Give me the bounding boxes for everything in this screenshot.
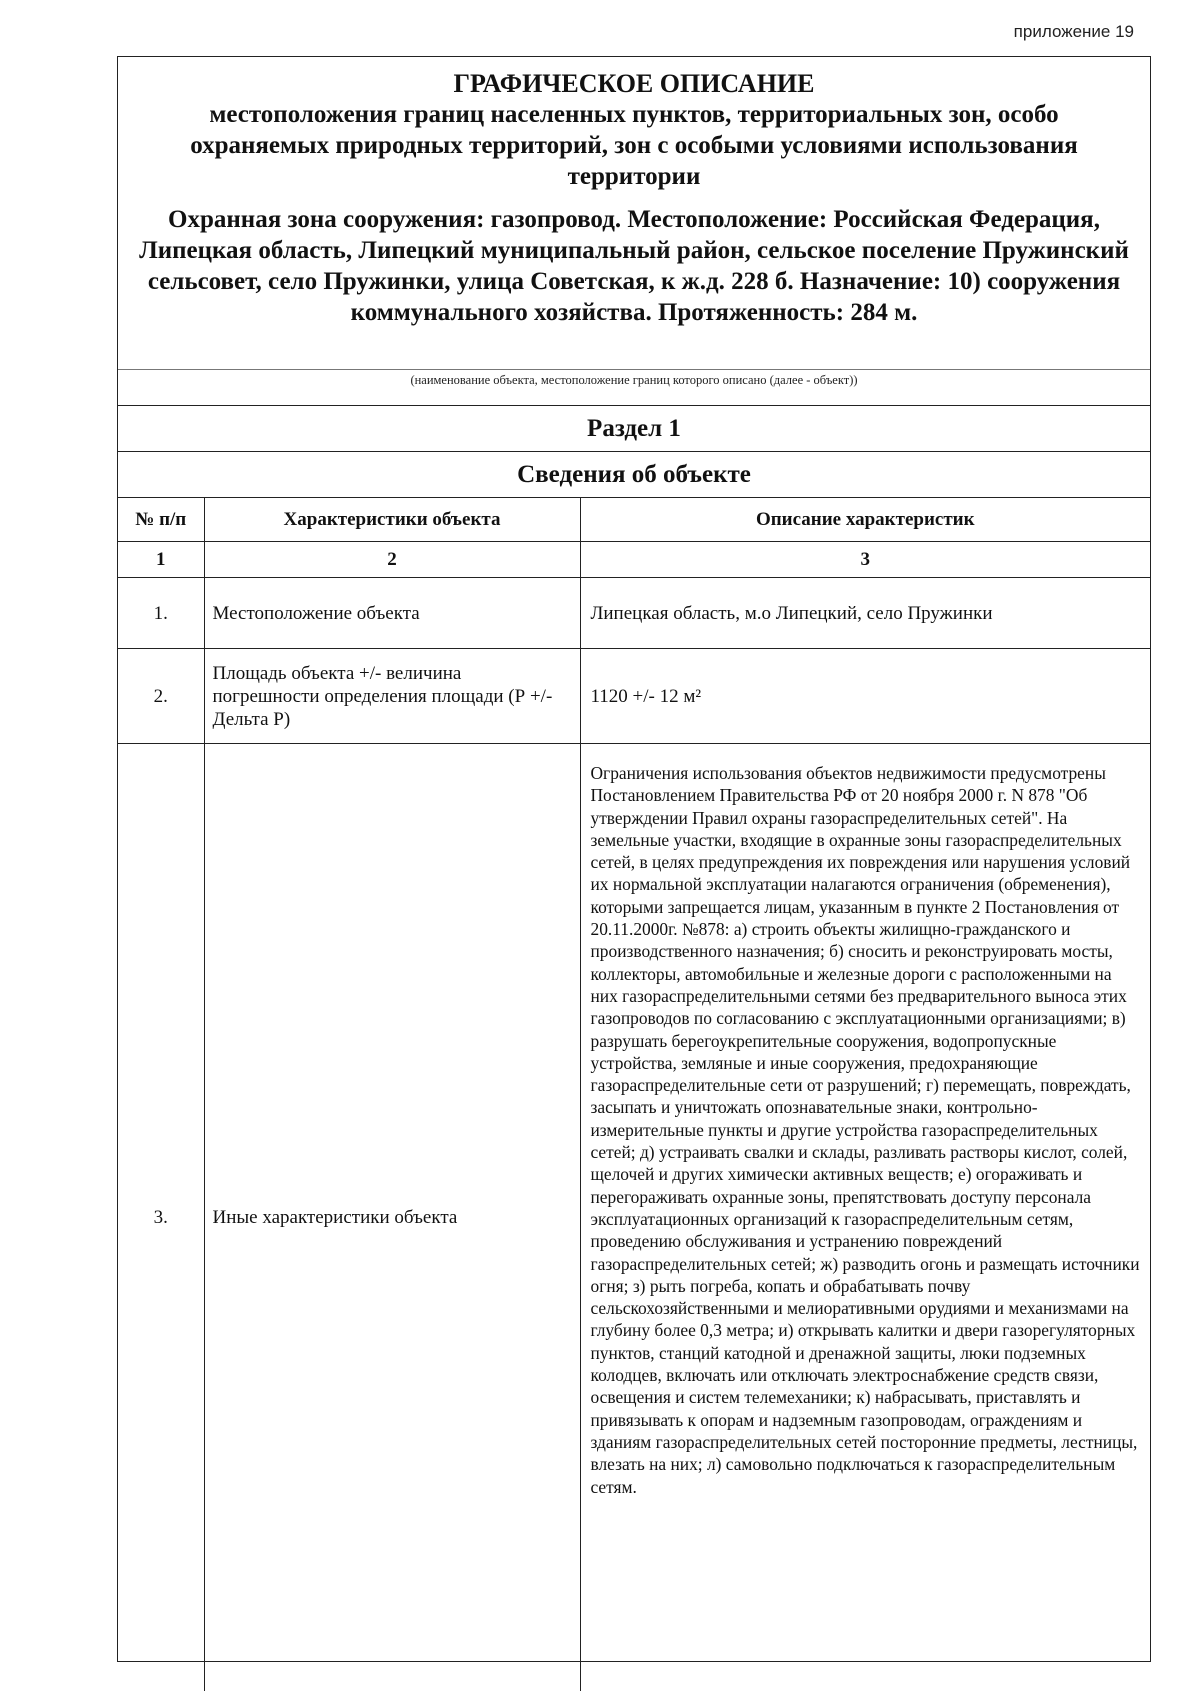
appendix-label: приложение 19 (1013, 22, 1134, 41)
section-subtitle: Сведения об объекте (118, 451, 1150, 497)
document-frame (117, 56, 1151, 1662)
table-row (118, 578, 1150, 649)
object-name-underline (118, 369, 1150, 370)
header-cell-characteristic: Характеристики объекта (204, 498, 580, 542)
table-row (118, 649, 1150, 744)
header-cell-number: № п/п (118, 498, 204, 542)
row-number: 1. (118, 578, 204, 649)
row-description: Липецкая область, м.о Липецкий, село Пружинки (580, 578, 1150, 649)
row-characteristic: Площадь объекта +/- величина погрешности определения площади (Р +/- Дельта Р) (204, 649, 580, 744)
column-number-row (118, 542, 1150, 578)
table-header-row (118, 498, 1150, 542)
section-title: Раздел 1 (118, 405, 1150, 451)
row-description: 1120 +/- 12 м² (580, 649, 1150, 744)
table-row (118, 744, 1150, 1692)
document-title: ГРАФИЧЕСКОЕ ОПИСАНИЕ (453, 69, 815, 98)
column-number: 1 (118, 542, 204, 578)
characteristics-table (118, 497, 1150, 1691)
column-number: 3 (580, 542, 1150, 578)
header-cell-description: Описание характеристик (580, 498, 1150, 542)
row-description: Ограничения использования объектов недвижимости предусмотрены Постановлением Правительства РФ от 20 ноября 2000 г. N 878 "Об утверждении Правил охраны газораспределительных сетей". На земельные участки, входящие в охранные зоны газораспределительных сетей, в целях предупреждения их повреждения или нарушения условий их нормальной эксплуатации налагаются ограничения (обременения), которыми запрещается лицам, указанным в пункте 2 Постановления от 20.11.2000г. №878: а) строить объекты жилищно-гражданского и производственного назначения; б) сносить и реконструировать мосты, коллекторы, автомобильные и железные дороги с расположенными на них газораспределительными сетями без предварительного выноса этих газопроводов по согласованию с эксплуатационными организациями; в) разрушать берегоукрепительные сооружения, водопропускные устройства, земляные и иные сооружения, предохраняющие газораспределительные сети от разрушений; г) перемещать, повреждать, засыпать и уничтожать опознавательные знаки, контрольно-измерительные пункты и другие устройства газораспределительных сетей; д) устраивать свалки и склады, разливать растворы кислот, солей, щелочей и других химически активных веществ; е) огораживать и перегораживать охранные зоны, препятствовать доступу персонала эксплуатационных организаций к газораспределительным сетям, проведению обслуживания и устранению повреждений газораспределительных сетей; ж) разводить огонь и размещать источники огня; з) рыть погреба, копать и обрабатывать почву сельскохозяйственными и мелиоративными орудиями и механизмами на глубину более 0,3 метра; и) открывать калитки и двери газорегуляторных пунктов, станций катодной и дренажной защиты, люки подземных колодцев, включать или отключать электроснабжение средств связи, освещения и систем телемеханики; к) набрасывать, приставлять и привязывать к опорам и надземным газопроводам, ограждениям и зданиям газораспределительных сетей посторонние предметы, лестницы, влезать на них; л) самовольно подключаться к газораспределительным сетям. (580, 744, 1150, 1692)
document-subtitle: местоположения границ населенных пунктов, территориальных зон, особо охраняемых природных территорий, зон с особыми условиями использования территории (190, 101, 1078, 190)
object-name-caption: (наименование объекта, местоположение границ которого описано (далее - объект)) (410, 373, 858, 387)
object-name: Охранная зона сооружения: газопровод. Местоположение: Российская Федерация, Липецкая область, Липецкий муниципальный район, сельское поселение Пружинский сельсовет, село Пружинки, улица Советская, к ж.д. 228 б. Назначение: 10) сооружения коммунального хозяйства. Протяженность: 284 м. (139, 206, 1129, 326)
document-header (118, 57, 1150, 369)
section-1 (118, 405, 1150, 1691)
row-number: 2. (118, 649, 204, 744)
row-number: 3. (118, 744, 204, 1692)
row-characteristic: Местоположение объекта (204, 578, 580, 649)
column-number: 2 (204, 542, 580, 578)
row-characteristic: Иные характеристики объекта (204, 744, 580, 1692)
